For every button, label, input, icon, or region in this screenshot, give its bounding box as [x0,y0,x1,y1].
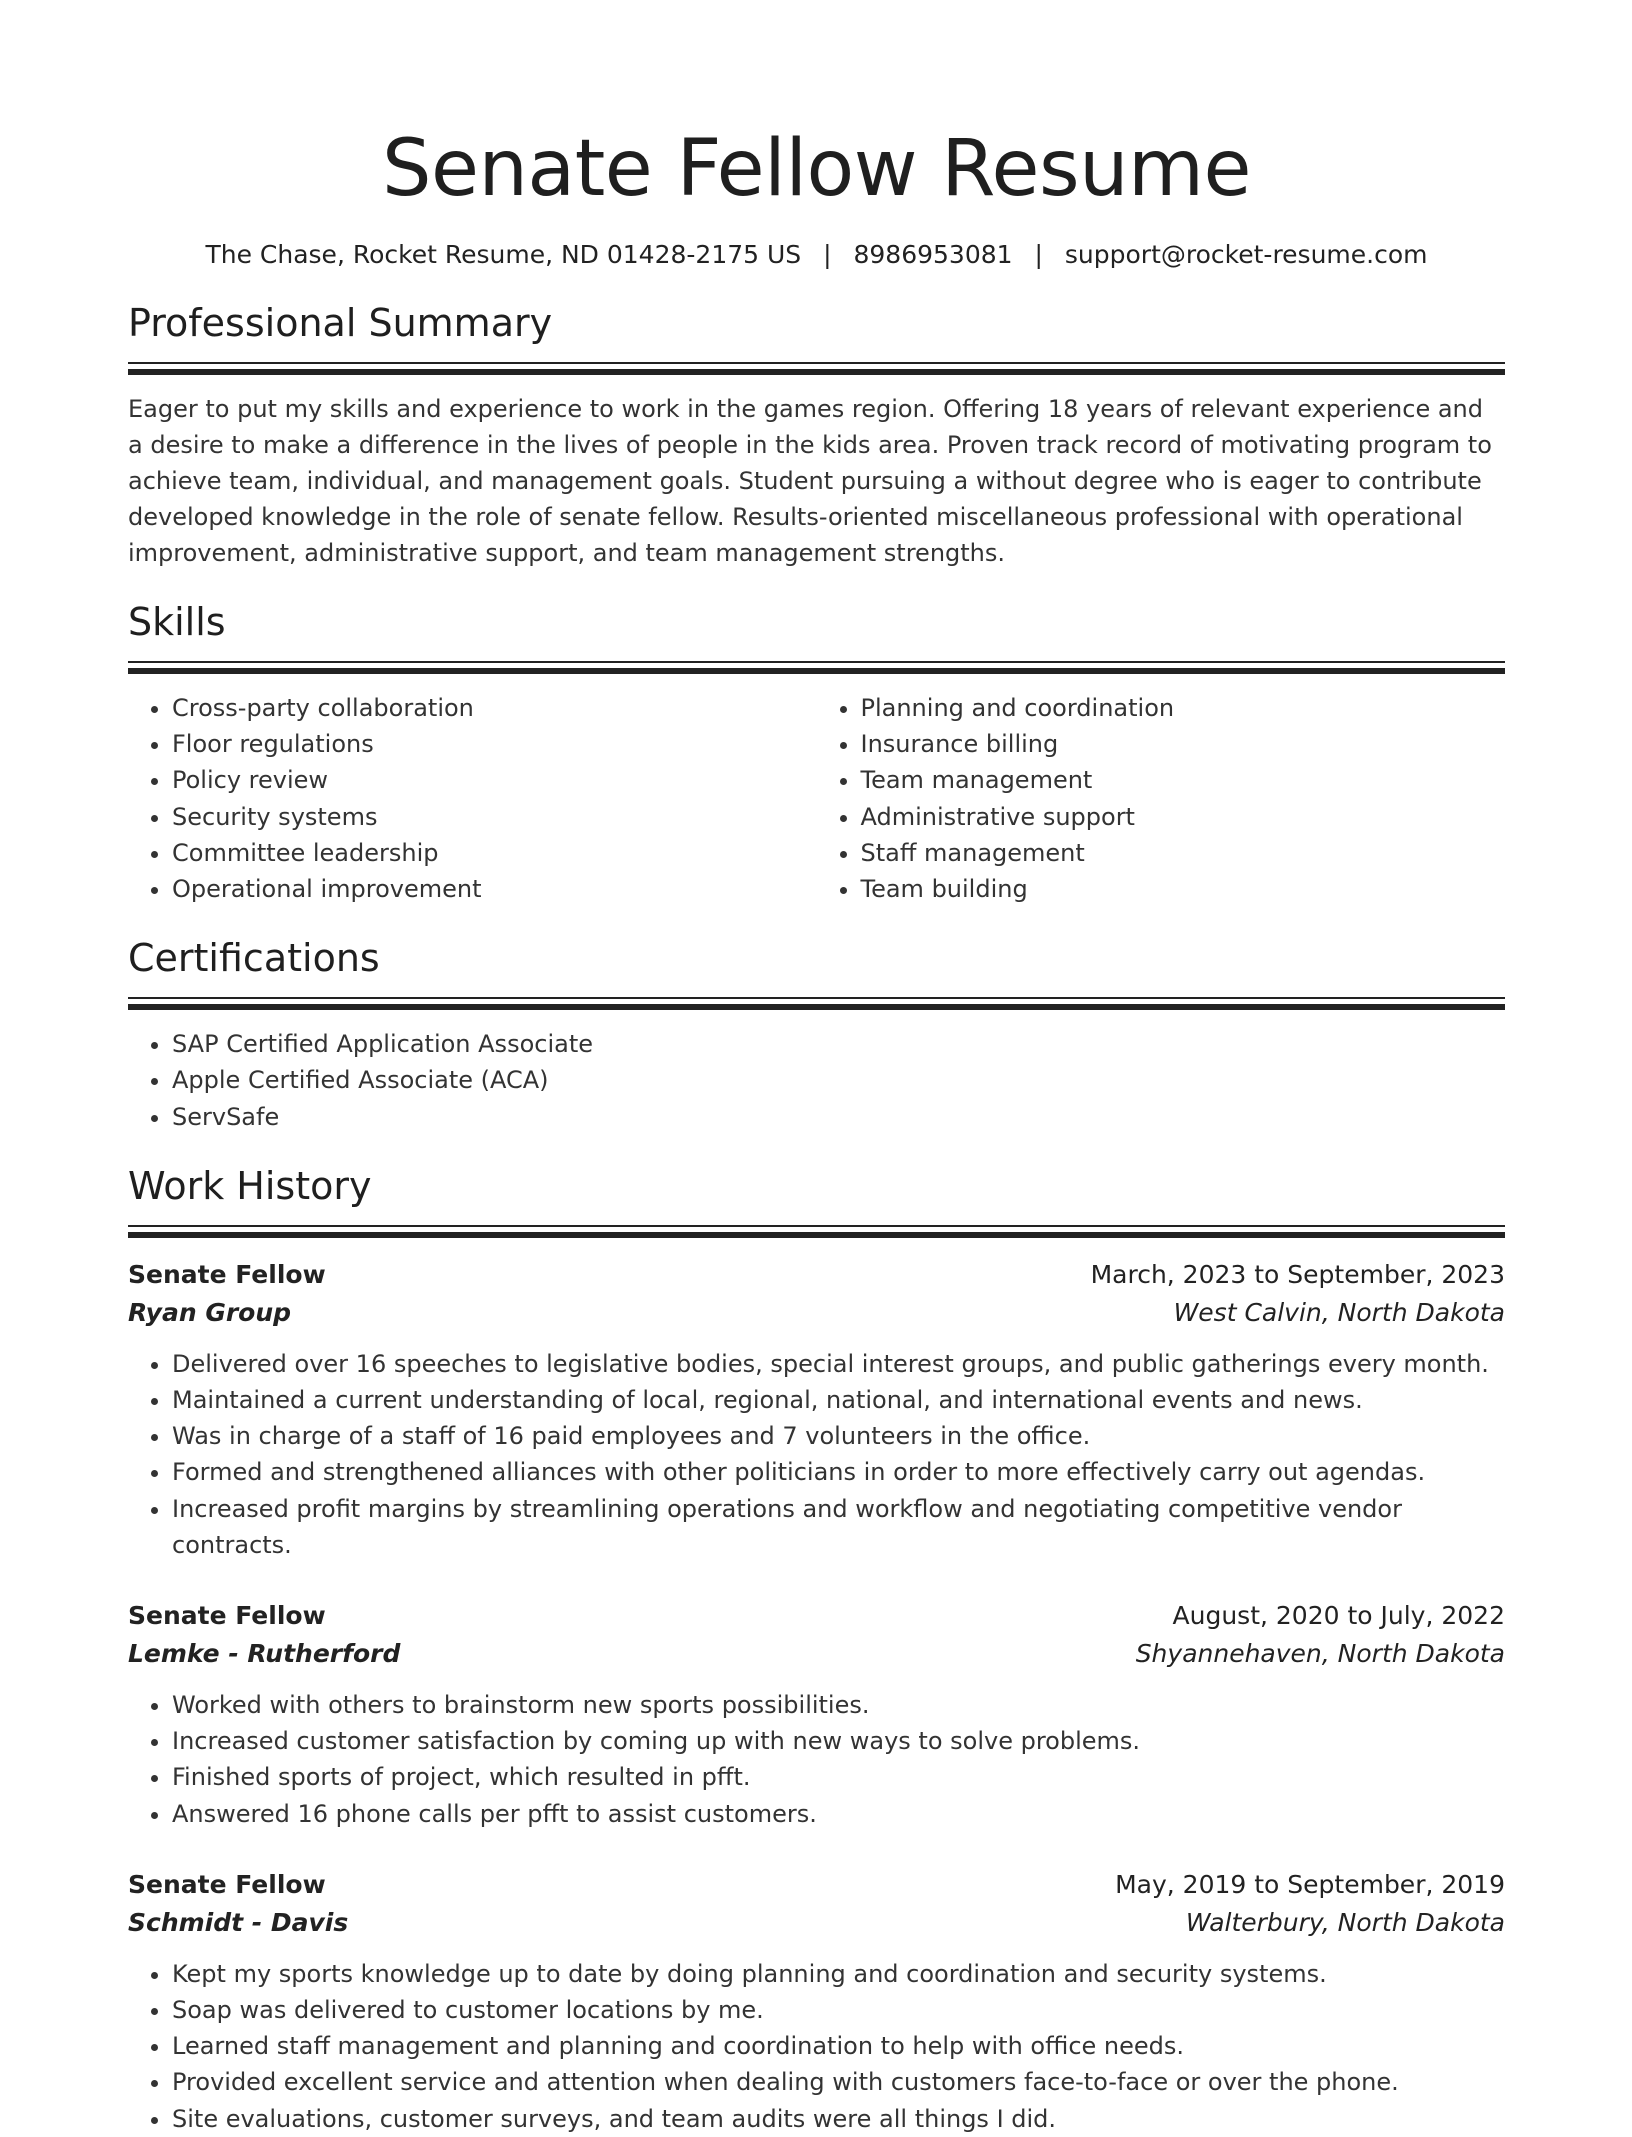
skill-item: • Security systems [172,799,817,835]
job-bullet: • Delivered over 16 speeches to legislative bodies, special interest groups, and public gatherings every month. [172,1346,1505,1382]
contact-address: The Chase, Rocket Resume, ND 01428-2175 US [205,240,802,269]
section-rule-thick [128,369,1505,375]
resume-title: Senate Fellow Resume [381,124,1252,214]
skill-item: • Floor regulations [172,726,817,762]
contact-line [128,238,1505,272]
section-rule-thick [128,1004,1505,1010]
job-bullet: • Formed and strengthened alliances with other politicians in order to more effectively carry out agendas. [172,1454,1505,1490]
job-header-row [128,1256,1505,1294]
skill-item: • Cross-party collaboration [172,690,817,726]
certifications-list [128,1026,1505,1135]
job-bullet: • Increased customer satisfaction by coming up with new ways to solve problems. [172,1723,1505,1759]
job-bullets [128,1956,1505,2137]
job-bullet: • Was in charge of a staff of 16 paid employees and 7 volunteers in the office. [172,1418,1505,1454]
job-title: Senate Fellow [128,1259,326,1289]
skill-item: • Staff management [861,835,1506,871]
job-company-row [128,1635,1505,1673]
job-bullet: • Site evaluations, customer surveys, and team audits were all things I did. [172,2101,1505,2137]
contact-separator: | [823,240,832,269]
job-dates: August, 2020 to July, 2022 [1172,1601,1505,1631]
job-company: Ryan Group [128,1297,292,1327]
job-header-row [128,1597,1505,1635]
certification-item: • ServSafe [172,1099,1505,1135]
job-bullet: • Maintained a current understanding of local, regional, national, and international events and news. [172,1382,1505,1418]
skill-item: • Committee leadership [172,835,817,871]
job-bullet: • Finished sports of project, which resulted in pfft. [172,1759,1505,1795]
job-dates: May, 2019 to September, 2019 [1115,1869,1505,1899]
section-rule-thin [128,1225,1505,1227]
job-header-row [128,1866,1505,1904]
skill-item: • Team management [861,762,1506,798]
skill-item: • Administrative support [861,799,1506,835]
job-title: Senate Fellow [128,1601,326,1631]
skills-column-right [817,690,1506,907]
skills-section-header [128,597,1505,674]
job-location: Walterbury, North Dakota [1185,1907,1505,1937]
section-rule-thick [128,1232,1505,1238]
job-bullet: • Answered 16 phone calls per pfft to assist customers. [172,1796,1505,1832]
job-bullets [128,1687,1505,1832]
skills-column-left [128,690,817,907]
certification-item: • SAP Certified Application Associate [172,1026,1505,1062]
job-bullets [128,1346,1505,1563]
section-rule-thick [128,668,1505,674]
job-location: Shyannehaven, North Dakota [1135,1639,1505,1669]
certification-item: • Apple Certified Associate (ACA) [172,1062,1505,1098]
job-bullet: • Kept my sports knowledge up to date by doing planning and coordination and security systems. [172,1956,1505,1992]
skill-item: • Team building [861,871,1506,907]
job-bullet: • Worked with others to brainstorm new sports possibilities. [172,1687,1505,1723]
summary-section-header [128,298,1505,375]
job-entry [128,1597,1505,1832]
job-bullet: • Soap was delivered to customer locations by me. [172,1992,1505,2028]
skill-item: • Policy review [172,762,817,798]
skill-item: • Insurance billing [861,726,1506,762]
section-rule-thin [128,661,1505,663]
section-rule-thin [128,997,1505,999]
job-company-row [128,1294,1505,1332]
certifications-heading: Certifications [128,936,380,981]
skills-list [128,690,1505,907]
summary-text: Eager to put my skills and experience to work in the games region. Offering 18 years of relevant experience and a desire to make a difference in the lives of people in the kids area. Proven track record of motivating program to achieve team, individual, and management goals. Student pursuing a without degree who is eager to contribute developed knowledge in the role of senate fellow. Results-oriented miscellaneous professional with operational improvement, administrative support, and team management strengths. [128,395,1492,567]
job-dates: March, 2023 to September, 2023 [1090,1259,1505,1289]
job-bullet: • Learned staff management and planning and coordination to help with office needs. [172,2028,1505,2064]
job-location: West Calvin, North Dakota [1173,1297,1505,1327]
section-rule-thin [128,362,1505,364]
summary-heading: Professional Summary [128,301,553,345]
contact-phone: 8986953081 [853,240,1013,269]
skill-item: • Planning and coordination [861,690,1506,726]
job-title: Senate Fellow [128,1869,326,1899]
work-heading: Work History [128,1163,372,1208]
contact-email: support@rocket-resume.com [1064,240,1428,269]
contact-separator: | [1034,240,1043,269]
job-entry [128,1866,1505,2137]
work-section-header [128,1161,1505,1238]
job-company: Schmidt - Davis [128,1907,349,1937]
certifications-section-header [128,933,1505,1010]
job-company-row [128,1904,1505,1942]
job-company: Lemke - Rutherford [128,1639,401,1669]
job-entry [128,1256,1505,1563]
job-bullet: • Provided excellent service and attention when dealing with customers face-to-face or over the phone. [172,2064,1505,2100]
job-bullet: • Increased profit margins by streamlining operations and workflow and negotiating competitive vendor contracts. [172,1491,1505,1563]
resume-page [128,0,1505,2137]
skills-heading: Skills [128,600,226,644]
skill-item: • Operational improvement [172,871,817,907]
